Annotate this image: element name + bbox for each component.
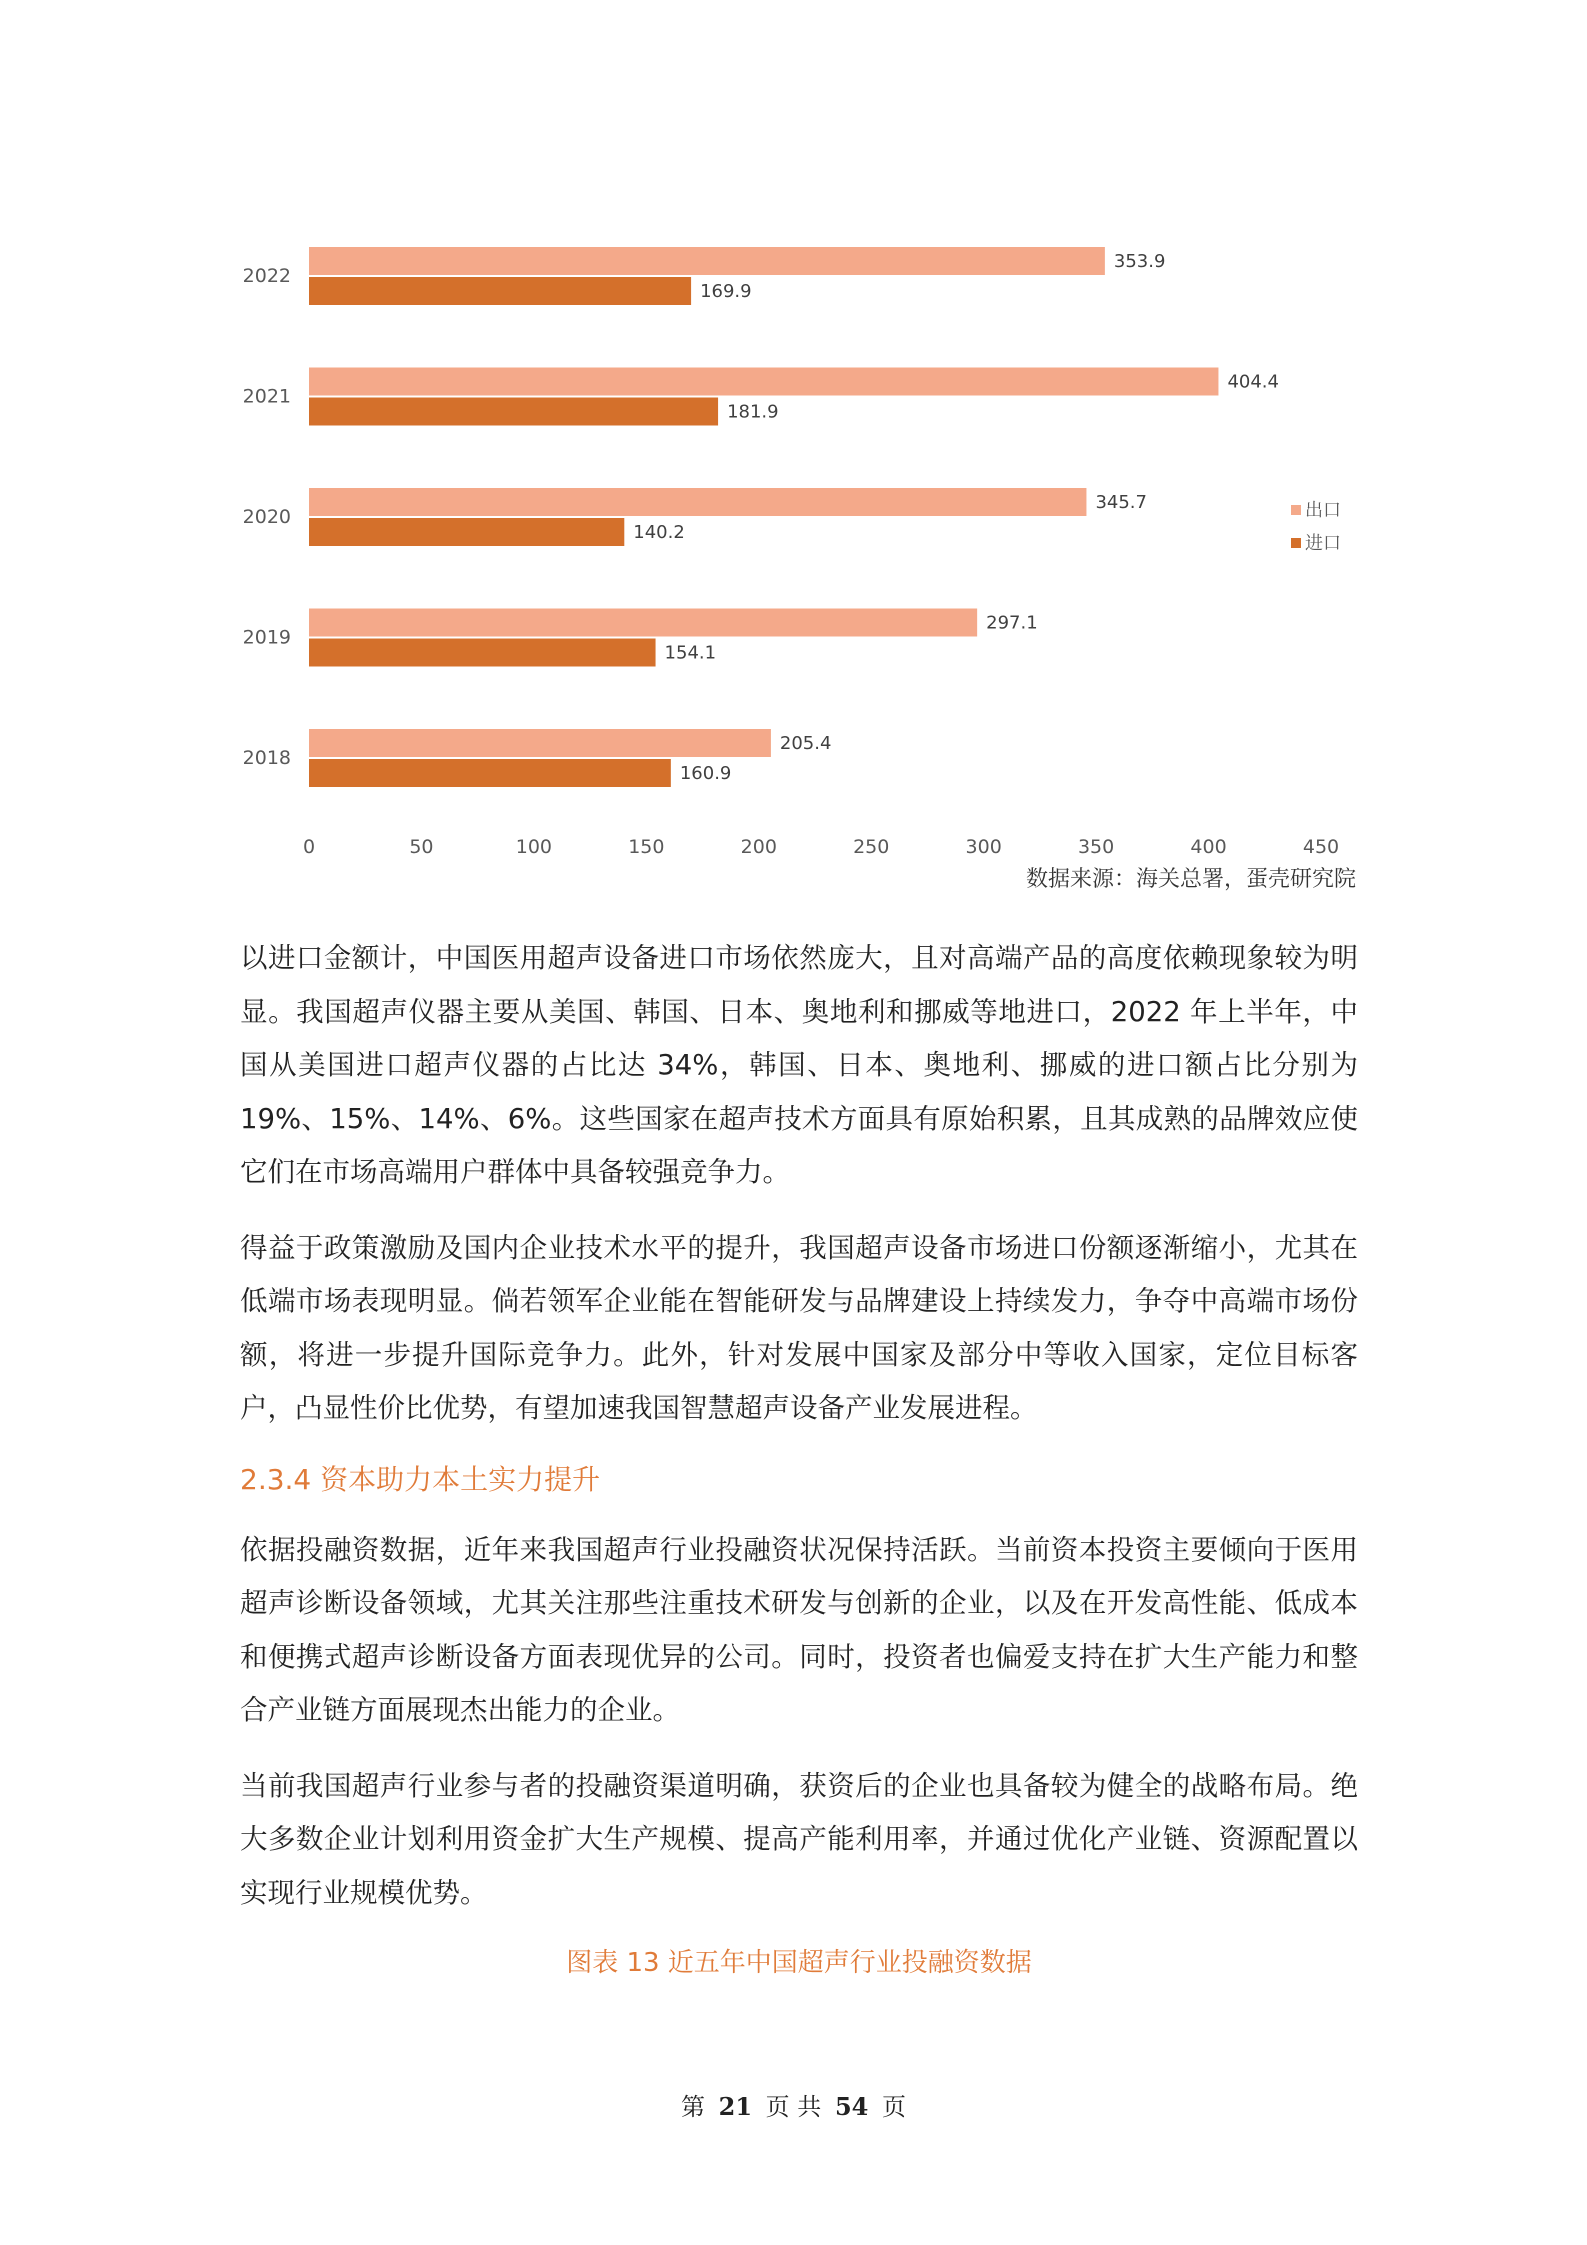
footer-total-pages: 54 bbox=[834, 2092, 869, 2121]
bar-export-2022 bbox=[309, 247, 1105, 275]
category-label-2022: 2022 bbox=[242, 265, 291, 287]
footer-page-number: 21 bbox=[718, 2092, 753, 2121]
source-note: 数据来源：海关总署，蛋壳研究院 bbox=[1025, 867, 1356, 892]
legend-swatch-export bbox=[1291, 505, 1301, 515]
x-tick-50: 50 bbox=[409, 836, 434, 858]
x-tick-450: 450 bbox=[1302, 836, 1340, 858]
paragraph-policy-incentive: 得益于政策激励及国内企业技术水平的提升，我国超声设备市场进口份额逐渐缩小，尤其在低端市场表现明显。倘若领军企业能在智能研发与品牌建设上持续发力，争夺中高端市场份额，将进一步提升国际竞争力。此外，针对发展中国家及部分中等收入国家，定位目标客户，凸显性价比优势，有望加速我国智慧超声设备产业发展进程。 bbox=[240, 1231, 1358, 1424]
data-label-import-2020: 140.2 bbox=[633, 522, 685, 543]
data-label-import-2022: 169.9 bbox=[700, 281, 752, 302]
figure-caption: 图表 13 近五年中国超声行业投融资数据 bbox=[566, 1948, 1032, 1978]
paragraph-financing-channels: 当前我国超声行业参与者的投融资渠道明确，获资后的企业也具备较为健全的战略布局。绝大多数企业计划利用资金扩大生产规模、提高产能利用率，并通过优化产业链、资源配置以实现行业规模优势。 bbox=[240, 1769, 1358, 1909]
bar-export-2019 bbox=[309, 609, 977, 637]
data-label-export-2018: 205.4 bbox=[779, 733, 832, 754]
x-tick-100: 100 bbox=[515, 836, 553, 858]
section-heading: 2.3.4 资本助力本土实力提升 bbox=[240, 1462, 601, 1496]
x-tick-250: 250 bbox=[853, 836, 890, 858]
paragraph-investment-data: 依据投融资数据，近年来我国超声行业投融资状况保持活跃。当前资本投资主要倾向于医用超声诊断设备领域，尤其关注那些注重技术研发与创新的企业，以及在开发高性能、低成本和便携式超声诊断设备方面表现优异的公司。同时，投资者也偏爱支持在扩大生产能力和整合产业链方面展现杰出能力的企业。 bbox=[240, 1533, 1358, 1726]
footer-middle: 页 共 bbox=[765, 2093, 822, 2121]
legend-label-import: 进口 bbox=[1305, 533, 1341, 554]
category-label-2021: 2021 bbox=[242, 385, 291, 408]
x-tick-0: 0 bbox=[302, 836, 316, 858]
data-label-export-2019: 297.1 bbox=[986, 612, 1038, 634]
category-label-2019: 2019 bbox=[242, 626, 291, 649]
import-export-bar-chart bbox=[0, 0, 1587, 910]
footer-suffix: 页 bbox=[882, 2093, 906, 2121]
data-label-import-2019: 154.1 bbox=[664, 642, 717, 664]
bar-export-2021 bbox=[309, 368, 1218, 396]
data-label-export-2020: 345.7 bbox=[1095, 492, 1147, 513]
data-label-export-2022: 353.9 bbox=[1113, 251, 1166, 272]
paragraph-import-dependence: 以进口金额计，中国医用超声设备进口市场依然庞大，且对高端产品的高度依赖现象较为明显。我国超声仪器主要从美国、韩国、日本、奥地利和挪威等地进口，2022 年上半年，中国从美国进口超声仪器的占比达 34%，韩国、日本、奥地利、挪威的进口额占比分别为 19%、15%、14%、6%。这些国家在超声技术方面具有原始积累，且其成熟的品牌效应使它们在市场高端用户群体中具备较强竞争力。 bbox=[240, 942, 1358, 1188]
legend-swatch-import bbox=[1291, 538, 1301, 548]
category-label-2018: 2018 bbox=[242, 747, 291, 769]
bar-import-2019 bbox=[309, 639, 656, 667]
data-label-import-2018: 160.9 bbox=[679, 763, 732, 784]
bar-export-2018 bbox=[309, 729, 771, 757]
x-tick-300: 300 bbox=[965, 836, 1002, 858]
document-body bbox=[240, 932, 1358, 1979]
bar-import-2022 bbox=[309, 277, 691, 305]
x-tick-200: 200 bbox=[740, 836, 777, 858]
legend-label-export: 出口 bbox=[1305, 500, 1341, 521]
page-footer bbox=[0, 2087, 1587, 2122]
bar-import-2020 bbox=[309, 518, 624, 546]
x-tick-150: 150 bbox=[628, 836, 665, 858]
data-label-export-2021: 404.4 bbox=[1227, 371, 1279, 393]
bar-export-2020 bbox=[309, 488, 1086, 516]
footer-prefix: 第 bbox=[680, 2093, 705, 2121]
category-label-2020: 2020 bbox=[242, 506, 291, 528]
bar-import-2021 bbox=[309, 398, 718, 426]
x-tick-400: 400 bbox=[1190, 836, 1227, 858]
bar-import-2018 bbox=[309, 759, 671, 787]
data-label-import-2021: 181.9 bbox=[727, 401, 779, 423]
x-tick-350: 350 bbox=[1077, 836, 1115, 858]
